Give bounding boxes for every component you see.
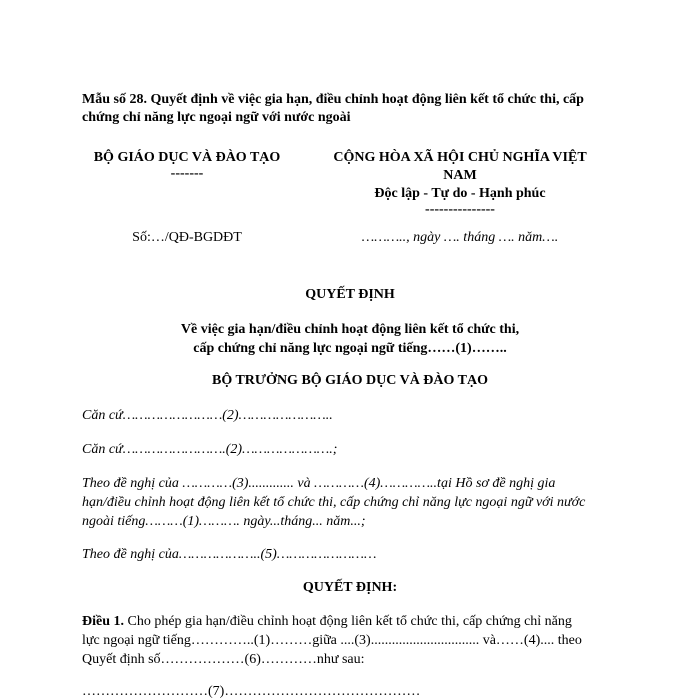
proposal-1-line3: ngoài tiếng………(1)………. ngày...tháng... năm...; — [82, 514, 366, 529]
authority-title: BỘ TRƯỞNG BỘ GIÁO DỤC VÀ ĐÀO TẠO — [211, 373, 488, 388]
decision-number: Số:…/QĐ-BGDĐT — [132, 230, 242, 245]
ministry-name: BỘ GIÁO DỤC VÀ ĐÀO TẠO — [93, 150, 281, 165]
article-1-text: Cho phép gia hạn/điều chỉnh hoạt động liên kết tổ chức thi, cấp chứng chỉ năng — [124, 614, 572, 629]
article-1-line3: Quyết định số………………(6)…………như sau: — [82, 652, 365, 667]
form-title-line1: Mẫu số 28. Quyết định về việc gia hạn, điều chỉnh hoạt động liên kết tổ chức thi, cấp — [82, 92, 584, 107]
form-title-line2: chứng chỉ năng lực ngoại ngữ với nước ngoài — [82, 110, 351, 125]
proposal-1-line1: Theo đề nghị của …………(3)............. và …………(4)…………..tại Hồ sơ đề nghị gia — [82, 476, 556, 491]
decision-date: ……….., ngày …. tháng …. năm…. — [361, 230, 559, 245]
proposal-1-line2: hạn/điều chỉnh hoạt động liên kết tổ chức thi, cấp chứng chỉ năng lực ngoại ngữ với nước — [82, 495, 586, 510]
legal-basis-1: Căn cứ……………………(2)………………….. — [82, 408, 333, 423]
article-1-line2: lực ngoại ngữ tiếng…………..(1)………giữa ....(3)............................... và……(4).... theo — [82, 633, 582, 648]
article-1-line1 — [82, 614, 572, 630]
decision-title: QUYẾT ĐỊNH — [305, 287, 395, 302]
subject-line1: Về việc gia hạn/điều chỉnh hoạt động liên kết tổ chức thi, — [180, 322, 520, 337]
proposal-2: Theo đề nghị của………………..(5)…………………… — [82, 547, 377, 562]
decides-heading: QUYẾT ĐỊNH: — [302, 580, 398, 595]
national-motto: Độc lập - Tự do - Hạnh phúc — [374, 186, 546, 201]
ministry-divider: ------- — [170, 166, 204, 181]
article-1-line4: ………………………(7)…………………………………… — [82, 684, 421, 699]
country-name-line1: CỘNG HÒA XÃ HỘI CHỦ NGHĨA VIỆT — [333, 150, 587, 165]
subject-line2: cấp chứng chỉ năng lực ngoại ngữ tiếng……(1)…….. — [193, 341, 507, 356]
country-name-line2: NAM — [443, 168, 477, 183]
article-1-label: Điều 1. — [82, 614, 124, 629]
legal-basis-2: Căn cứ…………………….(2)………………….; — [82, 442, 338, 457]
motto-divider: --------------- — [425, 202, 495, 217]
